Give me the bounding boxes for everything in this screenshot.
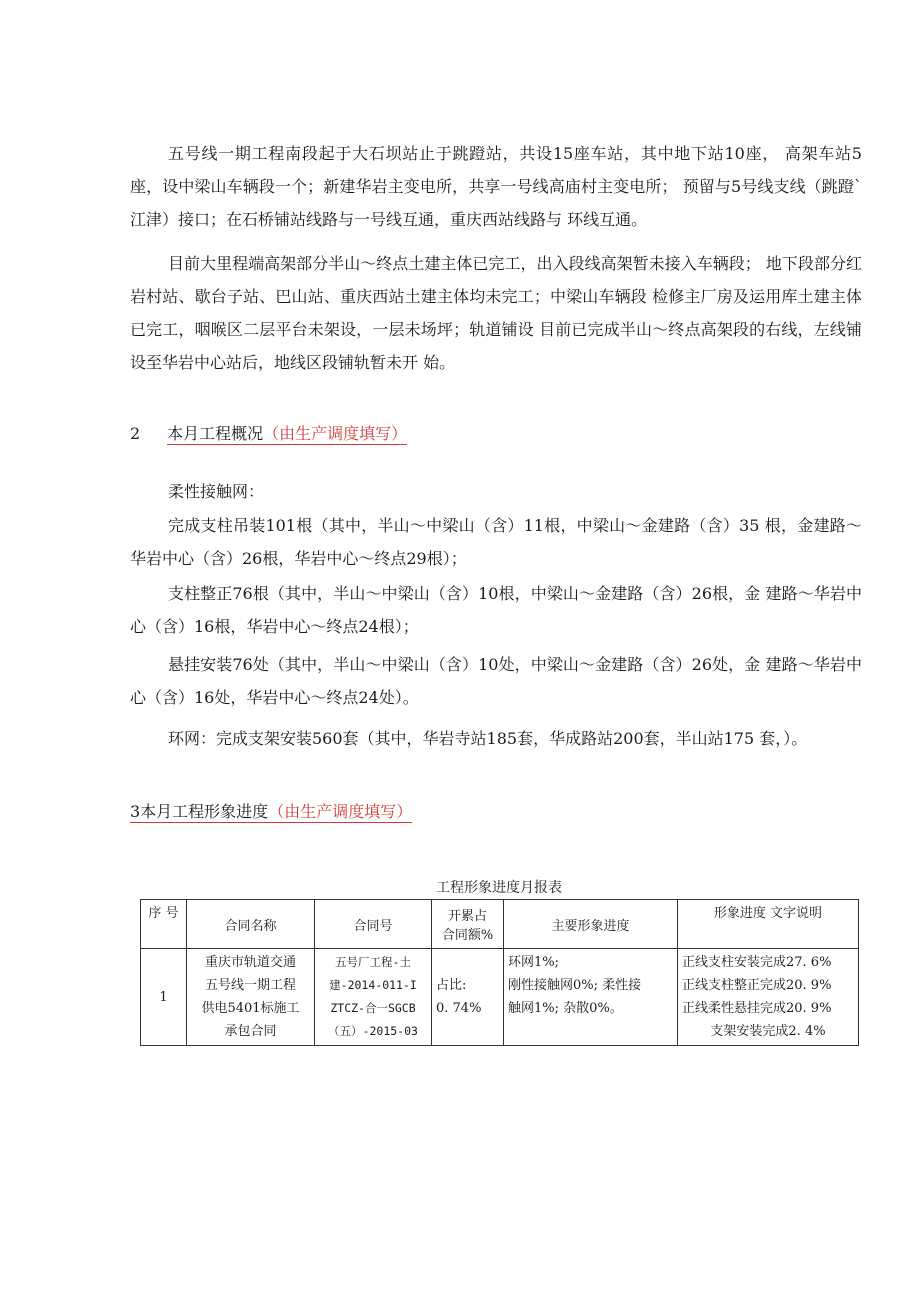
desc-line: 正线支柱整正完成20. 9% xyxy=(682,978,832,993)
contract-name-line: 承包合同 xyxy=(224,1024,277,1039)
section-2-number: 2 xyxy=(130,424,141,443)
desc-line: 正线支柱安装完成27. 6% xyxy=(682,955,832,970)
ratio-line: 0. 74% xyxy=(436,1001,482,1016)
table-caption: 工程形象进度月报表 xyxy=(436,880,562,896)
desc-line: 正线柔性悬挂完成20. 9% xyxy=(682,1001,832,1016)
section-3-heading xyxy=(130,800,412,824)
header-ratio-line1: 开累占 xyxy=(447,909,487,924)
cell-ratio xyxy=(432,949,504,1046)
header-desc: 形象进度 文字说明 xyxy=(678,900,859,949)
cell-progress xyxy=(504,949,678,1046)
progress-line: 刚性接触网0%; 柔性接 xyxy=(508,978,642,993)
progress-report-table xyxy=(140,899,859,1046)
contract-no-line: ZTCZ-合一SGCB xyxy=(330,1001,416,1015)
intro-paragraph-1: 五号线一期工程南段起于大石坝站止于跳蹬站，共设15座车站，其中地下站10座， 高架车站5座，设中梁山车辆段一个；新建华岩主变电所，共享一号线高庙村主变电所； 预留与5号线支线（跳蹬`江津）接口；在石桥铺站线路与一号线互通，重庆西站线路与 环线互通。 xyxy=(130,144,862,229)
section-3-note: （由生产调度填写） xyxy=(268,802,413,821)
ratio-line: 占比: xyxy=(436,978,467,993)
section-2-note: （由生产调度填写） xyxy=(263,424,408,443)
section-2-title: 本月工程概况 xyxy=(167,424,264,443)
header-ratio xyxy=(432,900,504,949)
pole-hoisting-paragraph: 完成支柱吊装101根（其中，半山～中梁山（含）11根，中梁山～金建路（含）35 根，金建路～华岩中心（含）26根，华岩中心～终点29根）； xyxy=(130,516,862,568)
header-contract-name: 合同名称 xyxy=(187,900,315,949)
flexible-catenary-label: 柔性接触网： xyxy=(168,482,265,501)
contract-name-line: 重庆市轨道交通 xyxy=(204,955,296,970)
section-3-title-group xyxy=(130,802,412,823)
pole-alignment-paragraph: 支柱整正76根（其中，半山～中梁山（含）10根，中梁山～金建路（含）26根，金 建路～华岩中心（含）16根，华岩中心～终点24根）； xyxy=(130,584,862,636)
table-header-row xyxy=(141,900,859,949)
header-contract-no: 合同号 xyxy=(315,900,432,949)
contract-name-line: 供电5401标施工 xyxy=(201,1001,300,1016)
cell-desc xyxy=(678,949,859,1046)
contract-no-line: 五号厂工程-土 xyxy=(335,955,411,969)
suspension-install-paragraph: 悬挂安装76处（其中，半山～中梁山（含）10处，中梁山～金建路（含）26处，金 建路～华岩中心（含）16处，华岩中心～终点24处）。 xyxy=(130,655,862,707)
header-seq: 序 号 xyxy=(141,900,187,949)
ring-network-paragraph: 环网：完成支架安装560套（其中，华岩寺站185套，华成路站200套，半山站175 套，）。 xyxy=(168,729,808,748)
cell-contract-no xyxy=(315,949,432,1046)
section-3-title: 3本月工程形象进度 xyxy=(130,802,269,821)
contract-no-line: （五）-2015-03 xyxy=(328,1024,418,1038)
contract-no-line: 建-2014-011-I xyxy=(329,978,417,992)
section-2-title-group xyxy=(167,424,407,445)
intro-paragraph-2: 目前大里程端高架部分半山～终点土建主体已完工，出入段线高架暂未接入车辆段； 地下段部分红岩村站、歇台子站、巴山站、重庆西站土建主体均未完工；中梁山车辆段 检修主厂房及运用库土建主体已完工，咽喉区二层平台未架设，一层未场坪；轨道铺设 目前已完成半山～终点高架段的右线，左线铺设至华岩中心站后，地线区段铺轨暂未开 始。 xyxy=(130,254,862,372)
contract-name-line: 五号线一期工程 xyxy=(204,978,296,993)
header-ratio-line2: 合同额% xyxy=(441,928,494,943)
section-2-heading xyxy=(130,422,407,446)
progress-line: 环网1%; xyxy=(508,955,560,970)
desc-line: 支架安装完成2. 4% xyxy=(710,1024,826,1039)
cell-seq: 1 xyxy=(141,949,187,1046)
table-row xyxy=(141,949,859,1046)
header-progress: 主要形象进度 xyxy=(504,900,678,949)
cell-contract-name xyxy=(187,949,315,1046)
progress-line: 触网1%; 杂散0%。 xyxy=(508,1001,623,1016)
